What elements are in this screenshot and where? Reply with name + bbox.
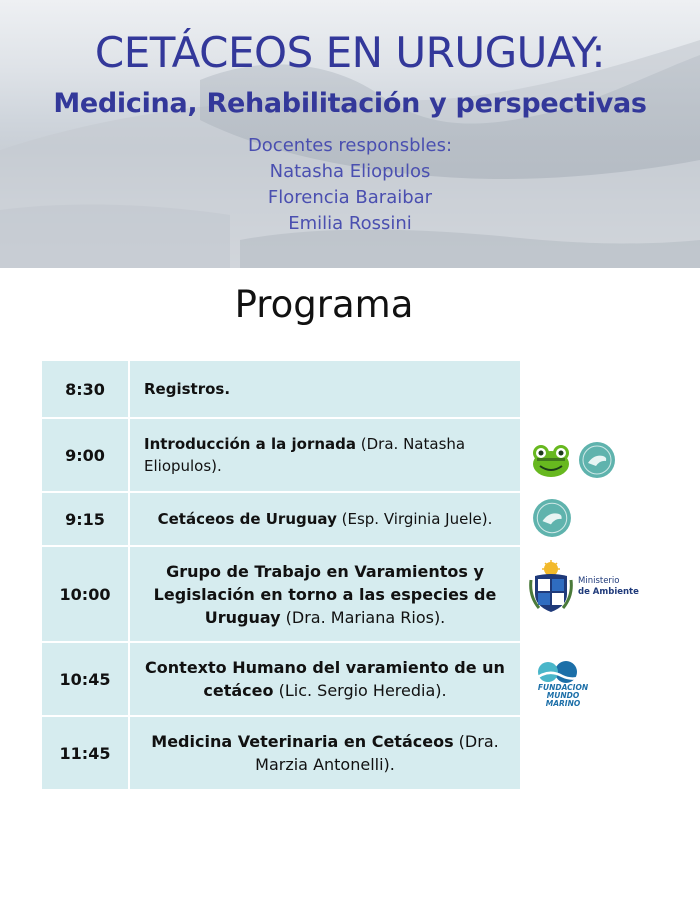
header-banner [0,0,700,268]
ministerio-logo-text [578,576,639,598]
schedule-row [41,492,521,546]
event-subtitle: Medicina, Rehabilitación y perspectivas [53,88,647,119]
schedule-row [41,642,521,716]
docente-name: Natasha Eliopulos [269,161,431,182]
fundacion-line1: FUNDACION [537,683,589,692]
docente-name: Emilia Rossini [288,213,412,234]
schedule-description [129,418,521,492]
schedule-row [41,360,521,418]
schedule-title: Cetáceos de Uruguay [157,510,337,528]
schedule-description [129,492,521,546]
schedule-speaker: (Dra. Mariana Rios). [280,607,446,627]
schedule-speaker: (Esp. Virginia Juele). [336,510,493,528]
schedule-title: Grupo de Trabajo en Varamientos y Legislación en torno a las especies de Uruguay [153,561,497,627]
schedule-row [41,716,521,790]
frog-logo-icon [530,444,572,480]
schedule-table [40,359,522,791]
fundacion-mundo-marino-logo-icon [532,658,592,684]
schedule-time: 8:30 [41,360,129,418]
ministerio-line1: Ministerio [578,576,620,586]
schedule-title: Contexto Humano del varamiento de un cetáceo [145,658,505,700]
schedule-row [41,418,521,492]
fundacion-line2: MUNDO MARINO [545,691,581,708]
event-title: CETÁCEOS EN URUGUAY: [94,28,606,77]
schedule-row [41,546,521,642]
schedule-speaker: (Dra. Marzia Antonelli). [255,732,499,774]
ministerio-line2: de Ambiente [578,587,639,597]
docentes-label: Docentes responsbles: [247,135,453,156]
schedule-title: Introducción a la jornada [144,435,357,453]
schedule-description [129,546,521,642]
uruguay-coat-of-arms-icon [529,560,573,614]
docente-name: Florencia Baraibar [267,187,433,208]
schedule-speaker: (Lic. Sergio Heredia). [273,681,447,700]
schedule-description [129,642,521,716]
fundacion-logo-text [530,684,596,708]
schedule-description [129,360,521,418]
schedule-time: 10:45 [41,642,129,716]
seal-logo-icon [578,441,616,479]
schedule-title: Medicina Veterinaria en Cetáceos [151,732,454,751]
schedule-time: 10:00 [41,546,129,642]
schedule-time: 9:15 [41,492,129,546]
seal-logo-icon [532,498,572,538]
docentes-block [0,133,700,237]
schedule-description [129,716,521,790]
section-title: Programa [234,283,414,326]
schedule-time: 9:00 [41,418,129,492]
schedule-time: 11:45 [41,716,129,790]
schedule-title: Registros. [144,380,231,398]
schedule-speaker: (Dra. Natasha Eliopulos). [144,435,466,475]
